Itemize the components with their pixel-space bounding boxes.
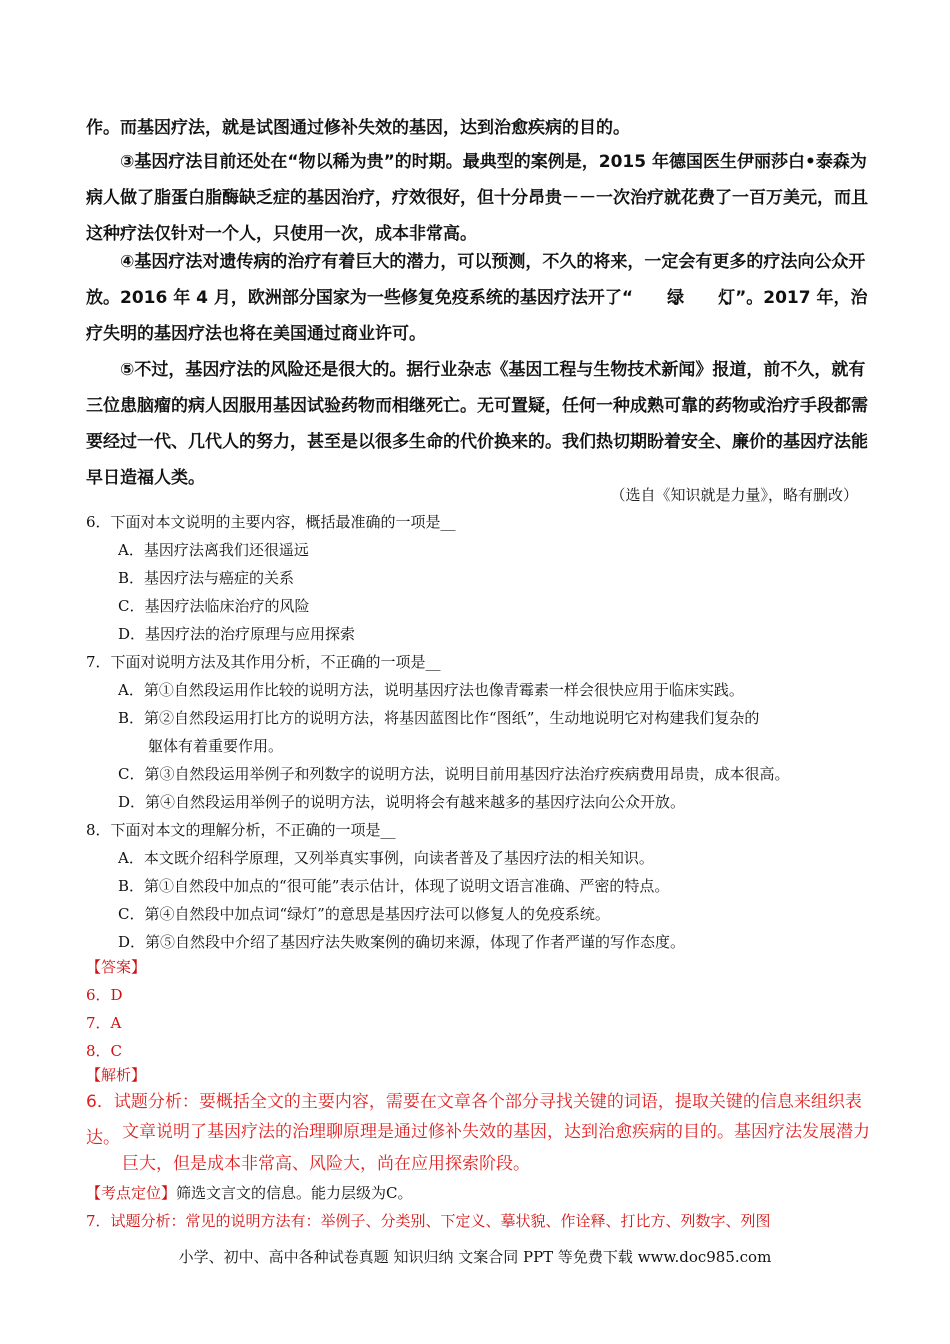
answer-8: 8．C (86, 1042, 123, 1060)
passage-paragraph-3: ③基因疗法目前还处在“物以稀为贵”的时期。最典型的案例是，2015 年德国医生伊丽莎白•泰森为病人做了脂蛋白脂酶缺乏症的基因治疗，疗效很好，但十分昂贵－－一次治疗就花费了一百万美元，而且这种疗法仅针对一个人，只使用一次，成本非常高。 (86, 152, 868, 244)
question-7-option-b: B．第②自然段运用打比方的说明方法，将基因蓝图比作“图纸”，生动地说明它对构建我们复杂的 (118, 709, 760, 727)
question-7-stem: 7．下面对说明方法及其作用分析，不正确的一项是__ (86, 653, 441, 671)
dotted-char-lv: 绿 • (633, 280, 684, 316)
dotted-char-deng: 灯 • (684, 280, 735, 316)
question-8-option-b: B．第①自然段中加点的“很可能”表示估计，体现了说明文语言准确、严密的特点。 (118, 877, 670, 895)
question-8-option-a: A．本文既介绍科学原理，又列举真实事例，向读者普及了基因疗法的相关知识。 (118, 849, 654, 867)
answer-7: 7．A (86, 1014, 122, 1032)
analysis-q6-line1: 6．试题分析：要概括全文的主要内容，需要在文章各个部分寻找关键的词语，提取关键的信息来组织表达。 (86, 1092, 862, 1148)
question-8-stem: 8．下面对本文的理解分析，不正确的一项是__ (86, 821, 396, 839)
answer-label: 【答案】 (86, 958, 147, 976)
question-6-option-a: A．基因疗法离我们还很遥远 (118, 541, 309, 559)
question-8-option-d: D．第⑤自然段中介绍了基因疗法失败案例的确切来源，体现了作者严谨的写作态度。 (118, 933, 686, 951)
question-6-option-d: D．基因疗法的治疗原理与应用探索 (118, 625, 356, 643)
question-8-option-c: C．第④自然段中加点词“绿灯”的意思是基因疗法可以修复人的免疫系统。 (118, 905, 610, 923)
question-7-option-c: C．第③自然段运用举例子和列数字的说明方法，说明目前用基因疗法治疗疾病费用昂贵，成本很高。 (118, 765, 790, 783)
question-7-option-a: A．第①自然段运用作比较的说明方法，说明基因疗法也像青霉素一样会很快应用于临床实践。 (118, 681, 744, 699)
paragraph-4-text-b: ”。2017 年，治疗失明的基因疗法也将在美国通过商业许可。 (86, 288, 868, 344)
option-b-continuation: 躯体有着重要作用。 (148, 737, 284, 755)
key-point-text: 筛选文言文的信息。能力层级为C。 (176, 1184, 413, 1202)
key-point-line (86, 1182, 413, 1203)
page-footer: 小学、初中、高中各种试卷真题 知识归纳 文案合同 PPT 等免费下载 www.doc985.com (178, 1248, 772, 1266)
analysis-q6-line3: 巨大，但是成本非常高、风险大，尚在应用探索阶段。 (122, 1154, 530, 1174)
question-7-option-b-continued (118, 732, 863, 760)
source-citation: （选自《知识就是力量》，略有删改） (610, 486, 858, 504)
answer-6: 6．D (86, 986, 123, 1004)
paragraph-4-text-a: ④基因疗法对遗传病的治疗有着巨大的潜力，可以预测，不久的将来，一定会有更多的疗法向公众开放。2016 年 4 月，欧洲部分国家为一些修复免疫系统的基因疗法开了“ (86, 252, 866, 308)
key-point-label: 【考点定位】 (86, 1184, 177, 1202)
passage-paragraph-5: ⑤不过，基因疗法的风险还是很大的。据行业杂志《基因工程与生物技术新闻》报道，前不久，就有三位患脑瘤的病人因服用基因试验药物而相继死亡。无可置疑，任何一种成熟可靠的药物或治疗手段都需要经过一代、几代人的努力，甚至是以很多生命的代价换来的。我们热切期盼着安全、廉价的基因疗法能早日造福人类。 (86, 360, 868, 488)
analysis-label: 【解析】 (86, 1066, 147, 1084)
question-6-option-b: B．基因疗法与癌症的关系 (118, 569, 295, 587)
analysis-q6-line2: 文章说明了基因疗法的治理聊原理是通过修补失效的基因，达到治愈疾病的目的。基因疗法发展潜力 (122, 1122, 870, 1142)
passage-paragraph-4 (86, 244, 876, 352)
question-7-option-d: D．第④自然段运用举例子的说明方法，说明将会有越来越多的基因疗法向公众开放。 (118, 793, 686, 811)
passage-paragraph-continued: 作。而基因疗法，就是试图通过修补失效的基因，达到治愈疾病的目的。 (86, 118, 630, 138)
question-6-stem: 6．下面对本文说明的主要内容，概括最准确的一项是__ (86, 513, 456, 531)
analysis-q7-line1: 7．试题分析：常见的说明方法有：举例子、分类别、下定义、摹状貌、作诠释、打比方、列数字、列图 (86, 1212, 771, 1230)
question-6-option-c: C．基因疗法临床治疗的风险 (118, 597, 310, 615)
